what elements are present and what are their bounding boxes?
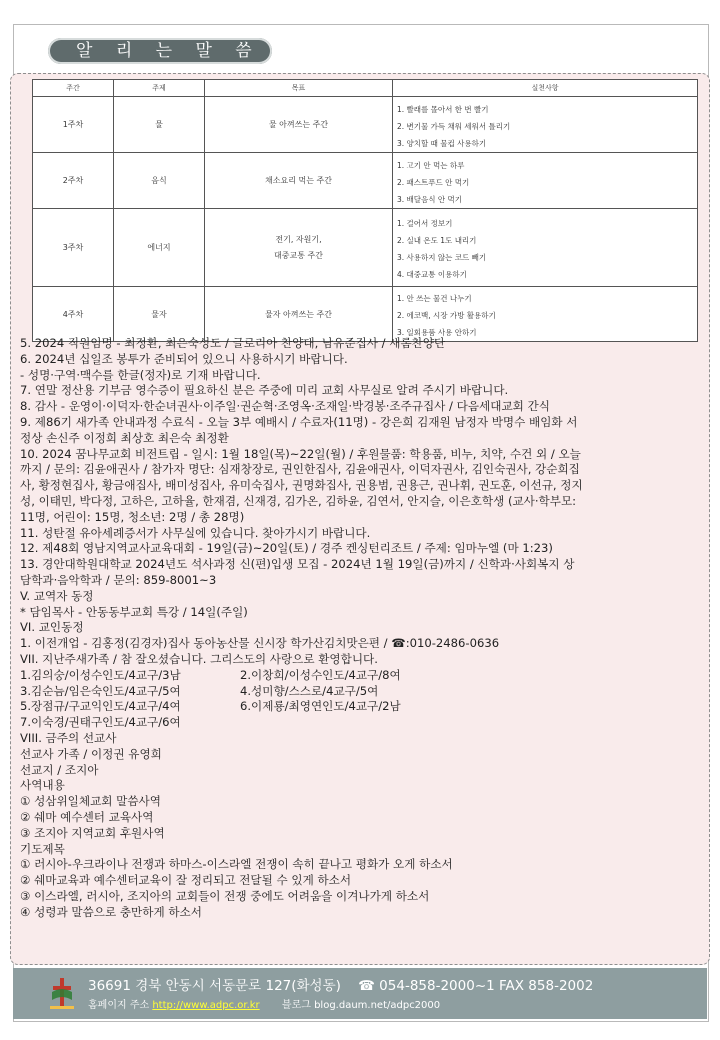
goal-line: 전기, 자원기, — [275, 234, 322, 244]
announcement-line: 성, 이태민, 박다정, 고하은, 고하율, 한재겸, 신재경, 김가온, 김하윤, 김연서, 안지슬, 이은호학생 (교사·학부모: — [20, 493, 577, 508]
cell-topic: 물자 — [114, 287, 205, 342]
cell-notes — [393, 287, 698, 342]
announcement-line: 8. 감사 - 운영이·이덕자·한순녀권사·이주일·권순혁·조영옥·조재일·박경봉·조주규집사 / 다음세대교회 간식 — [20, 399, 550, 414]
newcomer-entry: 5.장점규/구교익인도/4교구/4여 — [20, 699, 181, 714]
note-item: 3. 일회용품 사용 안하기 — [397, 328, 477, 337]
cell-week: 1주차 — [33, 97, 114, 153]
cell-week: 3주차 — [33, 209, 114, 287]
church-logo-icon — [50, 978, 74, 1010]
blog-link[interactable]: 블로그 blog.daum.net/adpc2000 — [281, 1000, 441, 1011]
newcomer-entry: 4.성미향/스스로/4교구/5여 — [240, 683, 379, 698]
cell-notes — [393, 209, 698, 287]
address: 36691 경북 안동시 서동문로 127(화성동) — [88, 978, 341, 994]
newcomer-row — [20, 668, 710, 684]
announcement-line: 11명, 어린이: 15명, 청소년: 2명 / 총 28명) — [20, 509, 245, 524]
homepage-label: 홈페이지 주소 — [88, 1000, 150, 1011]
note-item: 2. 패스트푸드 안 먹기 — [397, 177, 470, 187]
newcomer-row — [20, 684, 710, 700]
announcement-line: 11. 성탄절 유아세례증서가 사무실에 있습니다. 찾아가시기 바랍니다. — [20, 525, 371, 540]
announcement-line: ④ 성령과 말씀으로 충만하게 하소서 — [20, 904, 202, 919]
note-item: 2. 실내 온도 1도 내리기 — [397, 236, 477, 245]
cell-notes — [393, 97, 698, 153]
announcement-line: ② 쉐마교육과 예수센터교육이 잘 정리되고 전달될 수 있게 하소서 — [20, 873, 352, 888]
note-item: 1. 빨래를 몰아서 한 번 빨기 — [397, 104, 489, 114]
cell-notes — [393, 153, 698, 209]
announcement-list — [20, 336, 710, 920]
header-week: 주간 — [33, 80, 114, 97]
note-item: 2. 변기물 가득 채워 세워서 틀리기 — [397, 121, 511, 131]
note-item: 1. 고기 안 먹는 하루 — [397, 160, 465, 170]
announcement-line: 까지 / 문의: 김윤애권사 / 참가자 명단: 심재창장로, 권인한집사, 김윤애권사, 이덕자권사, 김인숙권사, 강순희집 — [20, 462, 580, 477]
announcement-line: 12. 제48회 영남지역교사교육대회 - 19일(금)~20일(토) / 경주 켄싱턴리조트 / 주제: 임마누엘 (마 1:23) — [20, 541, 553, 556]
announcement-line: 9. 제86기 새가족 안내과정 수료식 - 오늘 3부 예배시 / 수료자(11명) - 강은희 김재원 남정자 박명수 배임화 서 — [20, 414, 578, 429]
announcement-line: 사역내용 — [20, 778, 65, 793]
cell-topic: 에너지 — [114, 209, 205, 287]
goal-line: 물 아껴쓰는 주간 — [268, 120, 329, 129]
announcement-line: 담학과·음악학과 / 문의: 859-8001~3 — [20, 572, 217, 587]
header-goal: 목표 — [205, 80, 393, 97]
note-item: 2. 에코백, 시장 가방 활용하기 — [397, 311, 496, 320]
goal-line: 물자 아껴쓰는 주간 — [265, 309, 332, 319]
note-item: 1. 안 쓰는 물건 나누기 — [397, 294, 472, 303]
note-item: 3. 양치할 때 물컵 사용하기 — [397, 138, 487, 148]
table-header-row — [33, 80, 698, 97]
cell-goal — [205, 97, 393, 153]
goal-line: 대중교통 주간 — [274, 250, 323, 260]
announcement-line: ② 쉐마 예수센터 교육사역 — [20, 809, 154, 824]
section-heading: VIII. 금주의 선교사 — [20, 730, 117, 745]
note-item: 3. 사용하지 않는 코드 빼기 — [397, 253, 487, 262]
announcement-line: - 성명·구역·맥수를 한글(정자)로 기재 바랍니다. — [20, 367, 261, 382]
section-heading: V. 교역자 동정 — [20, 588, 94, 603]
announcement-line: 선교지 / 조지아 — [20, 762, 99, 777]
announcement-line: 13. 경안대학원대학교 2024년도 석사과정 신(편)입생 모집 - 2024년 1월 19일(금)까지 / 신학과·사회복지 상 — [20, 557, 575, 572]
announcement-line: ③ 조지아 지역교회 후원사역 — [20, 825, 165, 840]
cell-goal — [205, 153, 393, 209]
cell-topic: 음식 — [114, 153, 205, 209]
newcomer-row — [20, 699, 710, 715]
table-row — [33, 97, 698, 153]
cell-week: 2주차 — [33, 153, 114, 209]
announcement-line: ① 러시아-우크라이나 전쟁과 하마스-이스라엘 전쟁이 속히 끝나고 평화가 오게 하소서 — [20, 857, 453, 872]
announcement-line: 선교사 가족 / 이정권 유영희 — [20, 746, 162, 761]
cell-goal — [205, 209, 393, 287]
note-item: 1. 걸어서 정보기 — [397, 219, 453, 228]
announcement-line: 5. 2024 직원임명 - 최정환, 최은숙성도 / 글로리아 찬양대, 남유준집사 / 새롬찬양단 — [20, 336, 446, 350]
cell-topic: 물 — [114, 97, 205, 153]
cell-goal — [205, 287, 393, 342]
announcement-line: 사, 황정현집사, 황금애집사, 배미성집사, 유미숙집사, 권명화집사, 권용범, 권용근, 권나휘, 권도훈, 이선규, 정지 — [20, 478, 583, 493]
announcement-line: ③ 이스라엘, 러시아, 조지아의 교회들이 전쟁 중에도 어려움을 이겨나가게 하소서 — [20, 888, 430, 903]
announcement-line: 1. 이전개업 - 김홍정(김경자)집사 동아농산물 신시장 학가산김치맛은편 / ☎:010-2486-0636 — [20, 636, 500, 651]
footer-links-line — [88, 996, 440, 1011]
note-item: 4. 대중교통 이용하기 — [397, 270, 467, 279]
table-row — [33, 287, 698, 342]
announcement-line: 10. 2024 꿈나무교회 비전트립 - 일시: 1월 18일(목)~22일(월) / 후원물품: 학용품, 비누, 치약, 수건 외 / 오늘 — [20, 446, 581, 461]
announcement-line: 7. 연말 정산용 기부금 영수증이 필요하신 분은 주중에 미리 교회 사무실로 알려 주시기 바랍니다. — [20, 383, 509, 398]
newcomer-entry: 7.이숙경/권태구인도/4교구/6여 — [20, 715, 181, 730]
table-row — [33, 153, 698, 209]
announcement-line: 정상 손신주 이정희 최상호 최은숙 최정환 — [20, 430, 229, 445]
newcomer-entry: 2.이창희/이성수인도/4교구/8여 — [240, 667, 401, 682]
section-heading: VI. 교인동정 — [20, 620, 84, 635]
homepage-link[interactable]: http://www.adpc.or.kr — [152, 1000, 260, 1011]
announcement-line: * 담임목사 - 안동동부교회 특강 / 14일(주일) — [20, 604, 248, 619]
header-topic: 주제 — [114, 80, 205, 97]
page-title: 알 리 는 말 씀 — [48, 38, 272, 64]
goal-line: 채소요리 먹는 주간 — [265, 176, 332, 185]
announcement-line: 6. 2024년 십일조 봉투가 준비되어 있으니 사용하시기 바랍니다. — [20, 351, 348, 366]
table-row — [33, 209, 698, 287]
newcomer-entry: 6.이제룡/최영연인도/4교구/2남 — [240, 699, 401, 714]
announcement-line: ① 성삼위일체교회 말씀사역 — [20, 794, 161, 809]
phone-fax: ☎ 054-858-2000~1 FAX 858-2002 — [358, 978, 594, 994]
note-item: 3. 배달음식 안 먹기 — [397, 194, 463, 204]
announcement-line: 기도제목 — [20, 841, 65, 856]
weekly-plan-table — [32, 79, 698, 342]
newcomer-entry: 3.김순늠/임은숙인도/4교구/5여 — [20, 683, 181, 698]
header-notes: 실천사항 — [393, 80, 698, 97]
newcomer-row — [20, 715, 710, 731]
section-heading: VII. 지난주새가족 / 참 잘오셨습니다. 그리스도의 사랑으로 환영합니다. — [20, 651, 378, 666]
footer — [13, 968, 707, 1019]
footer-address-line — [88, 974, 593, 994]
newcomer-entry: 1.김의숭/이성수인도/4교구/3남 — [20, 667, 181, 682]
cell-week: 4주차 — [33, 287, 114, 342]
